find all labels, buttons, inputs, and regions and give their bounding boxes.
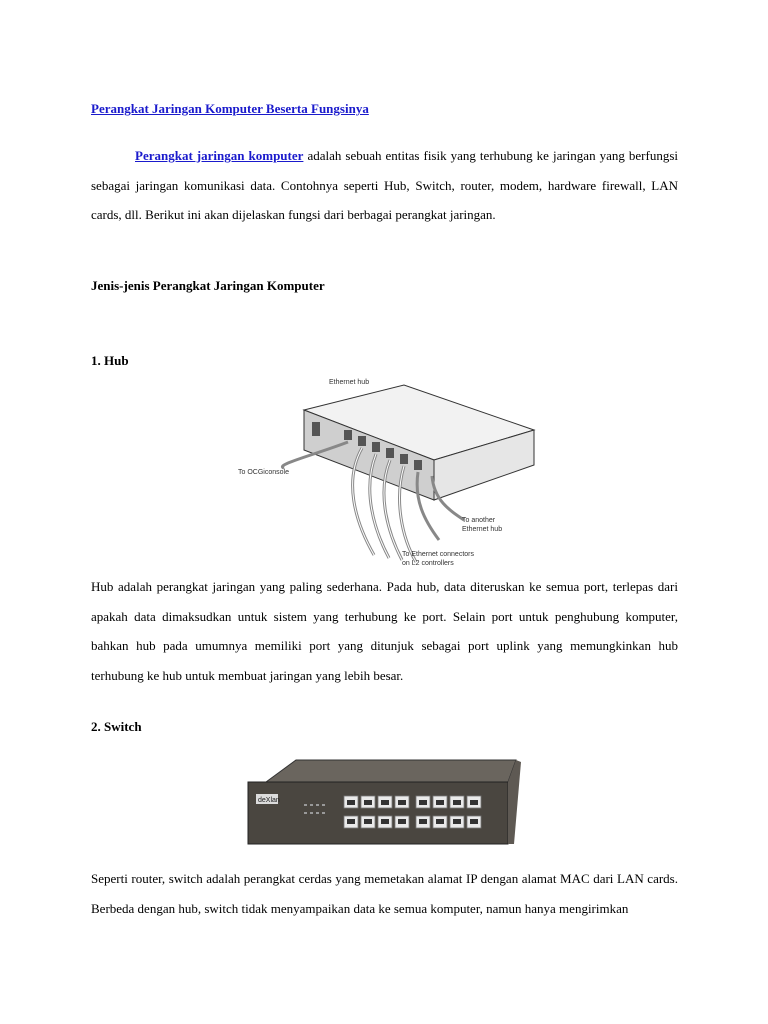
switch-paragraph: Seperti router, switch adalah perangkat cerdas yang memetakan alamat IP dengan alamat MAC dari LAN cards. Berbeda dengan hub, switch tidak menyampaikan data ke semua komputer, namun hanya mengirimkan [91, 871, 678, 916]
title-link[interactable]: Perangkat Jaringan Komputer Beserta Fungsinya [91, 101, 369, 116]
label-to-ocgiconsole: To OCGiconsole [238, 469, 289, 476]
switch-heading: 2. Switch [91, 719, 142, 734]
intro-link[interactable]: Perangkat jaringan komputer [135, 148, 304, 163]
hub-image [234, 370, 536, 570]
label-to-ethernet-1: To Ethernet connectors [402, 551, 474, 558]
hub-heading: 1. Hub [91, 353, 129, 368]
section-heading: Jenis-jenis Perangkat Jaringan Komputer [91, 278, 325, 293]
switch-image [246, 752, 524, 852]
intro-text: adalah sebuah entitas fisik yang terhubung ke jaringan yang berfungsi sebagai jaringan komunikasi data. Contohnya seperti Hub, Switch, router, modem, hardware firewall, LAN cards, dll. Berikut ini akan dijelaskan fungsi dari berbagai perangkat jaringan. [91, 148, 678, 222]
intro-paragraph [91, 141, 678, 230]
label-to-another-2: Ethernet hub [462, 526, 503, 533]
switch-brand-logo: deXlan [258, 797, 280, 804]
hub-paragraph: Hub adalah perangkat jaringan yang paling sederhana. Pada hub, data diteruskan ke semua port, terlepas dari apakah data dimaksudkan untuk sistem yang terhubung ke port. Selain port untuk penghubung komputer, bahkan hub pada umumnya memiliki port yang ditunjuk sebagai port uplink yang memungkinkan hub terhubung ke hub untuk membuat jaringan yang lebih besar. [91, 579, 678, 683]
label-to-ethernet-2: on L2 controllers [402, 560, 454, 567]
label-ethernet-hub: Ethernet hub [329, 379, 370, 386]
label-to-another-1: To another [462, 517, 496, 524]
